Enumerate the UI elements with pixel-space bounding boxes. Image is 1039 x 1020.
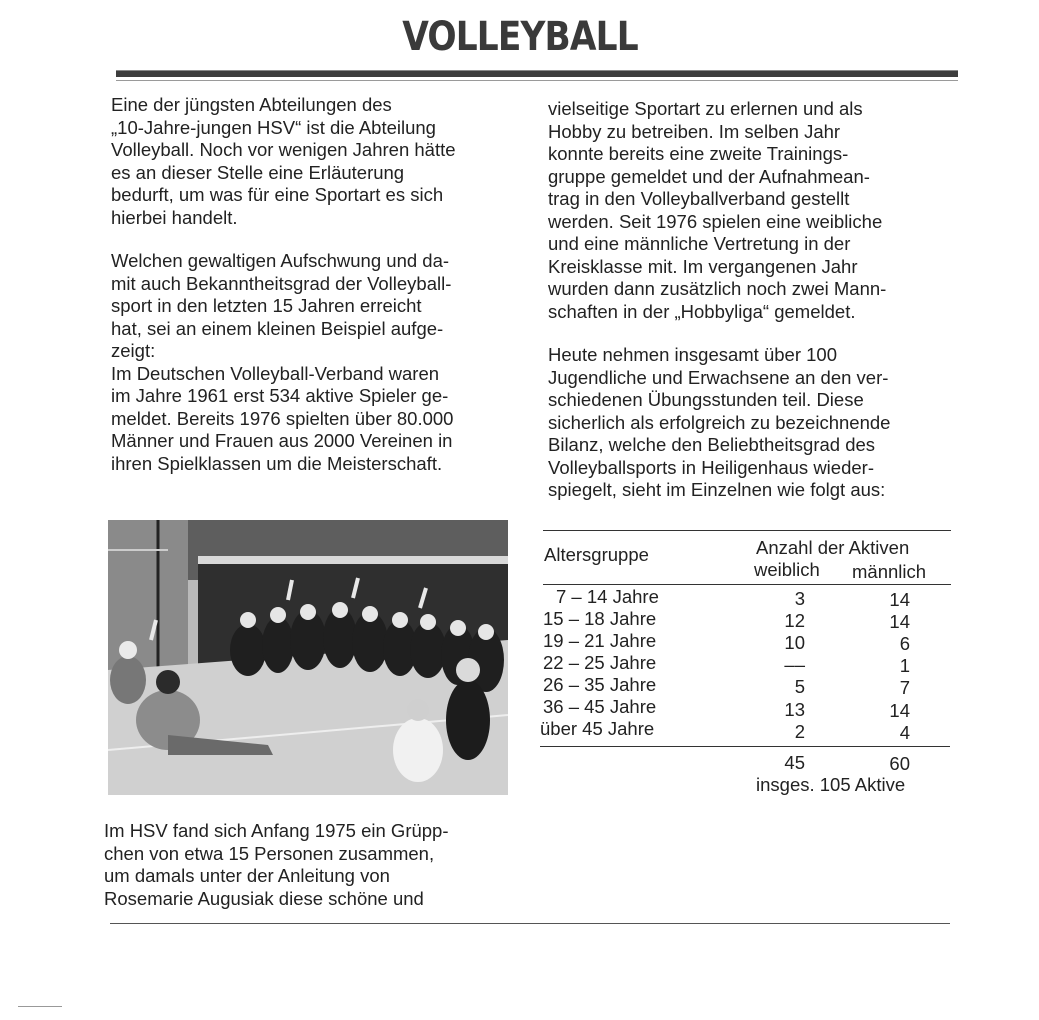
- table-row-male: 14: [889, 589, 910, 610]
- total-female: 45: [784, 752, 805, 773]
- table-row-female: 12: [784, 610, 805, 631]
- header-male: männlich: [852, 561, 927, 582]
- table-header-rule: [543, 584, 951, 585]
- scan-mark: [18, 1006, 62, 1007]
- table-row-female: 3: [794, 588, 805, 609]
- table-total-rule: [540, 746, 950, 747]
- table-row-male: 14: [889, 700, 910, 721]
- table-row-age: 15 – 18 Jahre: [543, 608, 657, 629]
- table-row-age: 22 – 25 Jahre: [543, 652, 657, 673]
- table-row-male: 14: [889, 611, 910, 632]
- table-row-female: ––: [784, 654, 805, 675]
- today-paragraph: Heute nehmen insgesamt über 100 Jugendliche und Erwachsene an den ver- schiedenen Übungsstunden teil. Diese sicherlich als erfolgreich zu bezeichnende Bilanz, welche den Beliebtheitsgrad des Volleyballsports in Heiligenhaus wieder- spiegelt, sieht im Einzelnen wie folgt aus:: [548, 344, 891, 500]
- team-photo-image: [108, 520, 508, 795]
- table-row-age: 19 – 21 Jahre: [543, 630, 657, 651]
- training-paragraph: vielseitige Sportart zu erlernen und als Hobby zu betreiben. Im selben Jahr konnte bereits eine zweite Trainings- gruppe gemeldet und der Aufnahmean- trag in den Volleyballverband gestellt werden. Seit 1976 spielen eine weibliche und eine männliche Vertretung in der Kreisklasse mit. Im vergangenen Jahr wurden dann zusätzlich noch zwei Mann- schaften in der „Hobbyliga“ gemeldet.: [548, 98, 887, 322]
- title-rule: [116, 70, 958, 77]
- table-row-age: 36 – 45 Jahre: [543, 696, 657, 717]
- bottom-rule: [110, 923, 950, 924]
- header-female: weiblich: [754, 559, 820, 580]
- table-row-female: 5: [794, 676, 805, 697]
- total-male: 60: [889, 753, 910, 774]
- team-photo: [108, 520, 508, 795]
- hsv-origin-paragraph: Im HSV fand sich Anfang 1975 ein Grüpp- chen von etwa 15 Personen zusammen, um damals unter der Anleitung von Rosemarie Augusiak diese schöne und: [104, 820, 449, 909]
- title-rule-thin: [116, 80, 958, 81]
- page-title: VOLLEYBALL: [402, 14, 638, 60]
- table-row-male: 7: [899, 677, 910, 698]
- intro-paragraph: Eine der jüngsten Abteilungen des „10-Jahre-jungen HSV“ ist die Abteilung Volleyball. Noch vor wenigen Jahren hätte es an dieser Stelle eine Erläuterung bedurft, um was für eine Sportart es sich hierbei handelt.: [111, 94, 456, 228]
- table-row-age: über 45 Jahre: [540, 718, 655, 739]
- header-count: Anzahl der Aktiven: [756, 537, 910, 558]
- table-row-female: 2: [794, 721, 805, 742]
- table-top-rule: [543, 530, 951, 531]
- table-row-female: 13: [784, 699, 805, 720]
- table-row-male: 1: [899, 655, 910, 676]
- table-row-male: 4: [899, 722, 910, 743]
- table-row-age: 7 – 14 Jahre: [556, 586, 659, 607]
- header-age: Altersgruppe: [544, 544, 649, 565]
- growth-paragraph: Welchen gewaltigen Aufschwung und da- mit auch Bekanntheitsgrad der Volleyball- sport in den letzten 15 Jahren erreicht hat, sei an einem kleinen Beispiel aufge- zeigt: Im Deutschen Volleyball-Verband waren im Jahre 1961 erst 534 aktive Spieler ge- meldet. Bereits 1976 spielten über 80.000 Männer und Frauen aus 2000 Vereinen in ihren Spielklassen um die Meisterschaft.: [111, 250, 454, 474]
- total-label: insges. 105 Aktive: [756, 774, 906, 795]
- table-row-age: 26 – 35 Jahre: [543, 674, 657, 695]
- table-row-male: 6: [899, 633, 910, 654]
- table-row-female: 10: [784, 632, 805, 653]
